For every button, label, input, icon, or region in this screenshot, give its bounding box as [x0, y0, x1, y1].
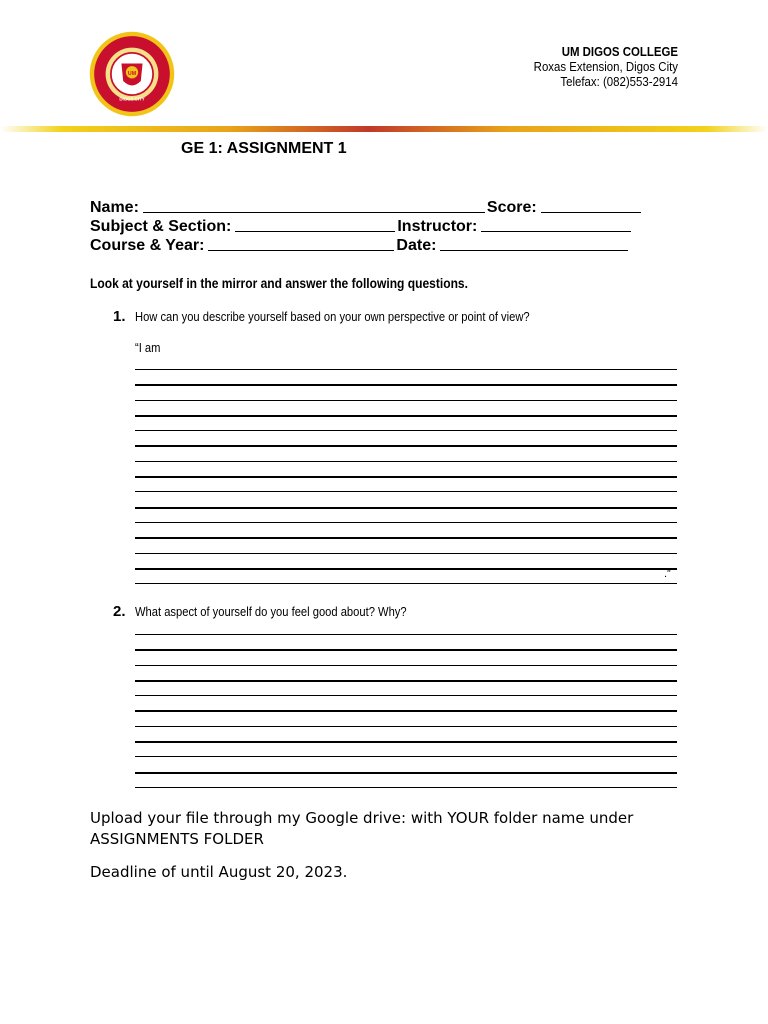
question-1-prefix: “I am [135, 340, 161, 355]
answer-line[interactable] [135, 522, 677, 523]
college-name: UM DIGOS COLLEGE [561, 44, 678, 59]
assignment-title: GE 1: ASSIGNMENT 1 [181, 140, 347, 157]
question-2-number: 2. [113, 603, 126, 620]
question-2-answer-lines[interactable] [135, 634, 677, 802]
answer-line[interactable] [135, 384, 677, 386]
question-1-text: How can you describe yourself based on your own perspective or point of view? [135, 309, 530, 324]
seal-top-text: UM DIGOS COLLEGE [88, 25, 160, 32]
seal-bottom-text: DIGOS CITY [119, 96, 145, 102]
answer-line[interactable] [135, 772, 677, 774]
score-blank[interactable] [541, 198, 641, 213]
question-1-number: 1. [113, 308, 126, 325]
answer-line[interactable] [135, 634, 677, 635]
answer-line[interactable] [135, 583, 677, 584]
instructor-label: Instructor: [397, 218, 478, 235]
name-label: Name: [90, 199, 139, 216]
answer-line[interactable] [135, 710, 677, 712]
instructor-blank[interactable] [481, 217, 631, 232]
upload-instruction: Upload your file through my Google drive: with YOUR folder name under ASSIGNMENTS FOLDER [90, 809, 634, 848]
seal-center-text: UM [127, 70, 137, 77]
instruction-text: Look at yourself in the mirror and answer the following questions. [90, 275, 468, 291]
answer-line[interactable] [135, 726, 677, 727]
answer-line[interactable] [135, 695, 677, 696]
answer-line[interactable] [135, 665, 677, 666]
answer-line[interactable] [135, 415, 677, 417]
answer-line[interactable] [135, 741, 677, 743]
date-label: Date: [396, 237, 437, 254]
answer-line[interactable] [135, 553, 677, 554]
answer-line[interactable] [135, 756, 677, 757]
deadline-text: Deadline of until August 20, 2023. [90, 863, 348, 881]
name-blank[interactable] [143, 198, 485, 213]
subject-label: Subject & Section: [90, 218, 232, 235]
answer-line[interactable] [135, 400, 677, 401]
answer-line[interactable] [135, 369, 677, 370]
course-label: Course & Year: [90, 237, 205, 254]
student-info-block [90, 198, 643, 255]
answer-line[interactable] [135, 430, 677, 431]
answer-line[interactable] [135, 445, 677, 447]
answer-line[interactable] [135, 787, 677, 788]
answer-line[interactable] [135, 507, 677, 509]
answer-line[interactable] [135, 568, 677, 570]
answer-line[interactable] [135, 476, 677, 478]
question-1-answer-lines[interactable] [135, 369, 677, 598]
course-blank[interactable] [208, 236, 394, 251]
score-label: Score: [486, 199, 537, 216]
answer-line[interactable] [135, 649, 677, 651]
question-1-suffix: .” [664, 568, 671, 580]
subject-blank[interactable] [235, 217, 395, 232]
info-row-course [90, 236, 643, 255]
answer-line[interactable] [135, 491, 677, 492]
college-address-block [514, 44, 678, 89]
date-blank[interactable] [440, 236, 628, 251]
college-address: Roxas Extension, Digos City [533, 59, 678, 74]
college-telefax: Telefax: (082)553-2914 [560, 74, 678, 89]
question-2-text: What aspect of yourself do you feel good about? Why? [135, 604, 407, 619]
info-row-subject [90, 217, 643, 236]
answer-line[interactable] [135, 461, 677, 462]
answer-line[interactable] [135, 537, 677, 539]
answer-line[interactable] [135, 680, 677, 682]
info-row-name [90, 198, 643, 217]
header-divider [0, 126, 768, 132]
college-seal-logo [88, 25, 176, 118]
